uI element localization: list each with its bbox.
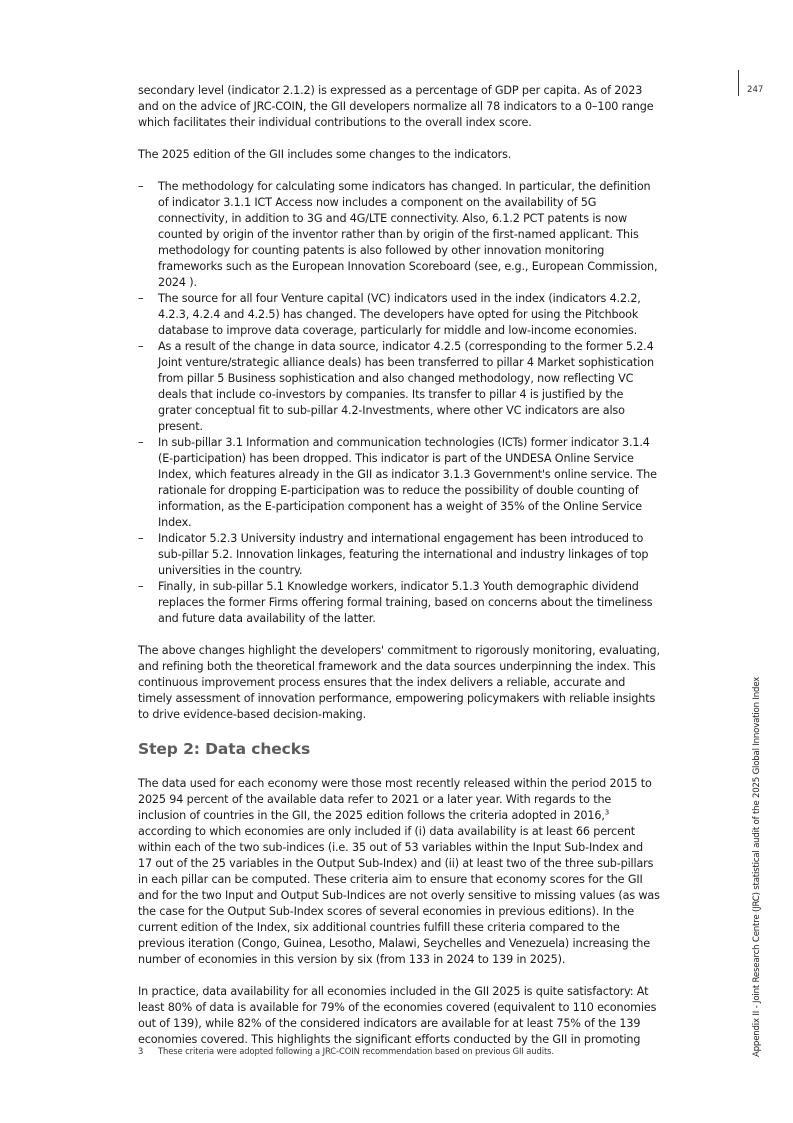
paragraph-data-used-part1: The data used for each economy were those most recently released within the period 2015 to 2025 94 percent of the available data refer to 2021 or a later year. With regards to the inclusion of countries in the GII, the 2025 edition follows the criteria adopted in 2016, bbox=[138, 777, 652, 822]
section-heading: Step 2: Data checks bbox=[138, 740, 311, 758]
main-content bbox=[138, 83, 660, 1064]
footnote-reference[interactable]: 3 bbox=[604, 808, 610, 817]
page-number: 247 bbox=[747, 85, 764, 95]
list-item: – The source for all four Venture capital (VC) indicators used in the index (indicators 4.2.2, 4.2.3, 4.2.4 and 4.2.5) has changed. The developers have opted for using the Pitchbook database to improve data coverage, particularly for middle and low-income economies. bbox=[138, 291, 660, 339]
paragraph-intro: secondary level (indicator 2.1.2) is expressed as a percentage of GDP per capita. As of 2023 and on the advice of JRC-COIN, the GII developers normalize all 78 indicators to a 0–100 range which facilitates their individual contributions to the overall index score. bbox=[138, 84, 654, 129]
paragraph-changes-lead: The 2025 edition of the GII includes some changes to the indicators. bbox=[138, 148, 512, 161]
footnote-number: 3 bbox=[138, 1046, 144, 1056]
footnote bbox=[138, 1046, 658, 1056]
paragraph-commitment: The above changes highlight the developers' commitment to rigorously monitoring, evaluating, and refining both the theoretical framework and the data sources underpinning the index. This continuous improvement process ensures that the index delivers a reliable, accurate and timely assessment of innovation performance, empowering policymakers with reliable insights to drive evidence-based decision-making. bbox=[138, 644, 660, 721]
header-rule bbox=[738, 70, 739, 96]
paragraph-data-used bbox=[138, 776, 660, 968]
footnote-text: These criteria were adopted following a JRC-COIN recommendation based on previous GII audits. bbox=[158, 1046, 554, 1056]
paragraph-data-used-part2: according to which economies are only included if (i) data availability is at least 66 percent within each of the two sub-indices (i.e. 35 out of 53 variables within the Input Sub-Index and 17 out of the 25 variables in the Output Sub-Index) and (ii) at least two of the three sub-pillars in each pillar can be computed. These criteria aim to ensure that economy scores for the GII and for the two Input and Output Sub-Indices are not overly sensitive to missing values (as was the case for the Output Sub-Index scores of several economies in previous editions). In the current edition of the Index, six additional countries fulfill these criteria compared to the previous iteration (Congo, Guinea, Lesotho, Malawi, Seychelles and Venezuela) increasing the number of economies in this version by six (from 133 in 2024 to 139 in 2025). bbox=[138, 825, 660, 966]
paragraph-availability: In practice, data availability for all economies included in the GII 2025 is quite satisfactory: At least 80% of data is available for 79% of the economies covered (equivalent to 110 economies out of 139), while 82% of the considered indicators are available for at least 75% of the 139 economies covered. This highlights the significant efforts conducted by the GII in promoting bbox=[138, 985, 657, 1046]
side-running-title: Appendix II - Joint Research Centre (JRC) statistical audit of the 2025 Global Innovation Index bbox=[752, 676, 762, 1057]
list-item: – In sub-pillar 3.1 Information and communication technologies (ICTs) former indicator 3.1.4 (E-participation) has been dropped. This indicator is part of the UNDESA Online Service Index, which features already in the GII as indicator 3.1.3 Government's online service. The rationale for dropping E-participation was to reduce the possibility of double counting of information, as the E-participation component has a weight of 35% of the Online Service Index. bbox=[138, 435, 660, 531]
list-item: – The methodology for calculating some indicators has changed. In particular, the definition of indicator 3.1.1 ICT Access now includes a component on the availability of 5G connectivity, in addition to 3G and 4G/LTE connectivity. Also, 6.1.2 PCT patents is now counted by origin of the inventor rather than by origin of the first-named applicant. This methodology for counting patents is also followed by other innovation monitoring frameworks such as the European Innovation Scoreboard (see, e.g., European Commission, 2024 ). bbox=[138, 179, 660, 291]
list-item: – As a result of the change in data source, indicator 4.2.5 (corresponding to the former 5.2.4 Joint venture/strategic alliance deals) has been transferred to pillar 4 Market sophistication from pillar 5 Business sophistication and also changed methodology, now reflecting VC deals that include co-investors by companies. Its transfer to pillar 4 is justified by the grater conceptual fit to sub-pillar 4.2-Investments, where other VC indicators are also present. bbox=[138, 339, 660, 435]
list-item: – Indicator 5.2.3 University industry and international engagement has been introduced to sub-pillar 5.2. Innovation linkages, featuring the international and industry linkages of top universities in the country. bbox=[138, 531, 660, 579]
list-item: – Finally, in sub-pillar 5.1 Knowledge workers, indicator 5.1.3 Youth demographic dividend replaces the former Firms offering formal training, based on concerns about the timeliness and future data availability of the latter. bbox=[138, 579, 660, 627]
changes-list bbox=[138, 179, 660, 627]
